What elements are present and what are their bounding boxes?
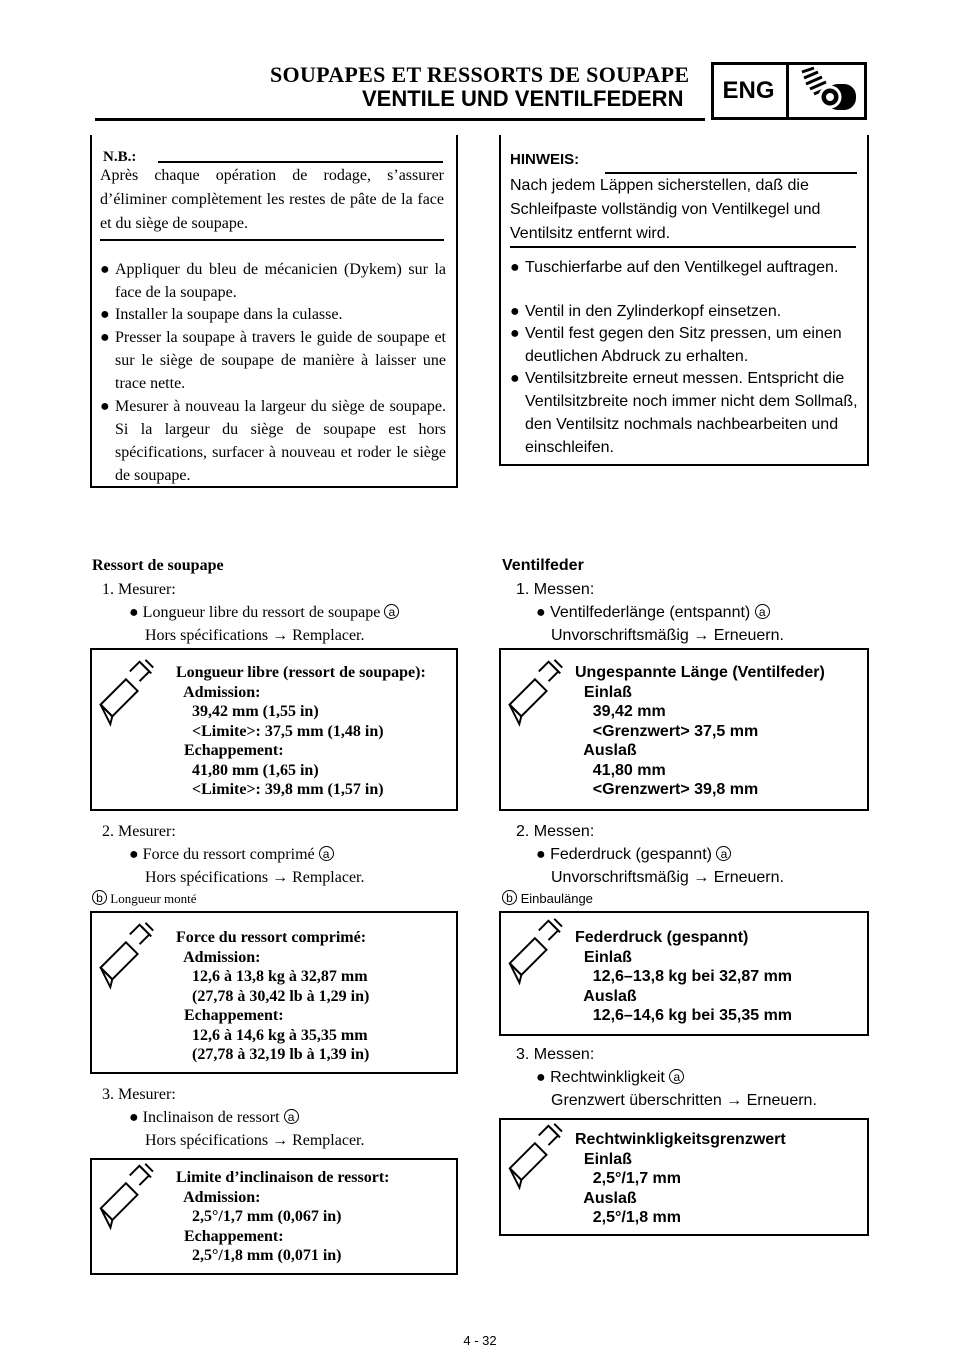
- step-verb: Mesurer:: [118, 581, 176, 598]
- spec-box-de-2: [499, 911, 869, 1036]
- step-number: 1.: [102, 581, 114, 598]
- page-title-de: VENTILE UND VENTILFEDERN: [362, 86, 684, 111]
- callout-b: b: [502, 890, 517, 905]
- step-fr-2: 2. Mesurer: ● Force du ressort comprimé a Hors spécifications → Remplacer.: [102, 820, 462, 889]
- callout-a: a: [284, 1109, 299, 1124]
- step-action: Hors spécifications → Remplacer.: [145, 627, 365, 644]
- spec-box-fr-3: [90, 1158, 458, 1275]
- step-de-2: 2. Messen: ● Federdruck (gespannt) a Unvorschriftsmäßig → Erneuern.: [516, 820, 868, 889]
- callout-b: b: [92, 890, 107, 905]
- wrench-spec-icon: [92, 913, 154, 1072]
- note-label-de: HINWEIS:: [510, 151, 580, 168]
- list-item: ● Presser la soupape à travers le guide de soupape et sur le siège de soupape de manière à laisser une trace nette.: [100, 329, 446, 392]
- step-number: 3.: [516, 1046, 530, 1063]
- note-rule-de-2: [510, 246, 856, 248]
- list-item: ● Ventil in den Zylinderkopf einsetzen.: [510, 303, 782, 320]
- spec-text: Longueur libre (ressort de soupape): Admission: 39,42 mm (1,55 in) <Limite>: 37,5 mm (1,48 in) Echappement: 41,80 mm (1,65 in) <Limite>: 39,8 mm (1,57 in): [176, 664, 426, 798]
- step-action: Grenzwert überschritten → Erneuern.: [551, 1092, 817, 1109]
- callout-a: a: [755, 604, 770, 619]
- spec-box-de-3: [499, 1118, 869, 1236]
- spec-text: Rechtwinkligkeitsgrenzwert Einlaß 2,5°/1,7 mm Auslaß 2,5°/1,8 mm: [575, 1131, 786, 1226]
- spec-text: Federdruck (gespannt) Einlaß 12,6–13,8 kg bei 32,87 mm Auslaß 12,6–14,6 kg bei 35,35 mm: [575, 929, 793, 1024]
- spec-text: Limite d’inclinaison de ressort: Admission: 2,5°/1,7 mm (0,067 in) Echappement: 2,5°/1,8 mm (0,071 in): [176, 1169, 390, 1264]
- list-item: ● Ventilsitzbreite erneut messen. Entspricht die Ventilsitzbreite noch immer nicht dem Sollmaß, den Ventilsitz nochmals nachbearbeiten und einschleifen.: [510, 370, 858, 456]
- note-text-fr: Après chaque opération de rodage, s’assurer d’éliminer complètement les restes de pâte de la face et du siège de soupape.: [100, 167, 444, 232]
- step-number: 1.: [516, 581, 530, 598]
- note-text-de: Nach jedem Läppen sicherstellen, daß die Schleifpaste vollständig von Ventilkegel und Ventilsitz entfernt wird.: [510, 177, 821, 242]
- wrench-spec-icon: [92, 650, 154, 809]
- step-number: 3.: [102, 1086, 114, 1103]
- step-number: 2.: [102, 823, 114, 840]
- list-item: ● Ventil fest gegen den Sitz pressen, um einen deutlichen Abdruck zu erhalten.: [510, 325, 842, 365]
- spec-text: Ungespannte Länge (Ventilfeder) Einlaß 39,42 mm <Grenzwert> 37,5 mm Auslaß 41,80 mm <Grenzwert> 39,8 mm: [575, 664, 825, 798]
- header-rule: [95, 118, 705, 121]
- section-title-fr: Ressort de soupape: [92, 557, 224, 574]
- spec-box-fr-1: [90, 648, 458, 811]
- step-verb: Messen:: [533, 581, 595, 598]
- step-fr-3: 3. Mesurer: ● Inclinaison de ressort a Hors spécifications → Remplacer.: [102, 1083, 462, 1152]
- note-label-fr: N.B.:: [103, 149, 137, 165]
- callout-a: a: [669, 1069, 684, 1084]
- section-badge-label: ENG: [711, 62, 789, 120]
- callout-a: a: [319, 846, 334, 861]
- step-verb: Messen:: [533, 1046, 595, 1063]
- note-rule-fr-2: [100, 239, 444, 241]
- step-item: Inclinaison de ressort: [142, 1109, 280, 1126]
- callout-b-de: b Einbaulänge: [502, 890, 593, 906]
- list-item: ● Installer la soupape dans la culasse.: [100, 306, 343, 323]
- spec-box-de-1: [499, 648, 869, 811]
- step-verb: Mesurer:: [118, 1086, 176, 1103]
- step-de-3: 3. Messen: ● Rechtwinkligkeit a Grenzwert überschritten → Erneuern.: [516, 1043, 868, 1112]
- callout-b-fr: b Longueur monté: [92, 890, 197, 907]
- list-item: ● Tuschierfarbe auf den Ventilkegel auftragen.: [510, 259, 839, 276]
- list-item: ● Appliquer du bleu de mécanicien (Dykem) sur la face de la soupape.: [100, 261, 446, 301]
- step-number: 2.: [516, 823, 530, 840]
- page-title-fr: SOUPAPES ET RESSORTS DE SOUPAPE: [270, 62, 690, 87]
- step-de-1: 1. Messen: ● Ventilfederlänge (entspannt) a Unvorschriftsmäßig → Erneuern.: [516, 578, 868, 647]
- wrench-spec-icon: [92, 1160, 154, 1273]
- callout-a: a: [716, 846, 731, 861]
- step-item: Longueur libre du ressort de soupape: [142, 604, 381, 621]
- spec-text: Force du ressort comprimé: Admission: 12,6 à 13,8 kg à 32,87 mm (27,78 à 30,42 lb à 1,29 in) Echappement: 12,6 à 14,6 kg à 35,35 mm (27,78 à 32,19 lb à 1,39 in): [176, 929, 370, 1063]
- step-item: Federdruck (gespannt): [550, 846, 712, 863]
- list-item: ● Mesurer à nouveau la largeur du siège de soupape. Si la largeur du siège de soupape est hors spécifications, surfacer à nouveau et roder le siège de soupape.: [100, 398, 446, 484]
- step-item: Force du ressort comprimé: [142, 846, 315, 863]
- section-title-de: Ventilfeder: [502, 557, 584, 574]
- step-verb: Mesurer:: [118, 823, 176, 840]
- step-item: Ventilfederlänge (entspannt): [550, 604, 751, 621]
- spec-box-fr-2: [90, 911, 458, 1074]
- step-fr-1: 1. Mesurer: ● Longueur libre du ressort de soupape a Hors spécifications → Remplacer.: [102, 578, 462, 647]
- callout-a: a: [384, 604, 399, 619]
- wrench-spec-icon: [501, 650, 563, 809]
- wrench-spec-icon: [501, 1120, 563, 1234]
- step-action: Hors spécifications → Remplacer.: [145, 869, 365, 886]
- step-item: Rechtwinkligkeit: [550, 1069, 665, 1086]
- step-action: Unvorschriftsmäßig → Erneuern.: [551, 627, 784, 644]
- step-action: Unvorschriftsmäßig → Erneuern.: [551, 869, 784, 886]
- step-verb: Messen:: [533, 823, 595, 840]
- spring-icon: [792, 64, 864, 118]
- page-number: 4 - 32: [463, 1333, 497, 1348]
- step-action: Hors spécifications → Remplacer.: [145, 1132, 365, 1149]
- wrench-spec-icon: [501, 913, 563, 1034]
- note-rule-fr: [158, 161, 443, 163]
